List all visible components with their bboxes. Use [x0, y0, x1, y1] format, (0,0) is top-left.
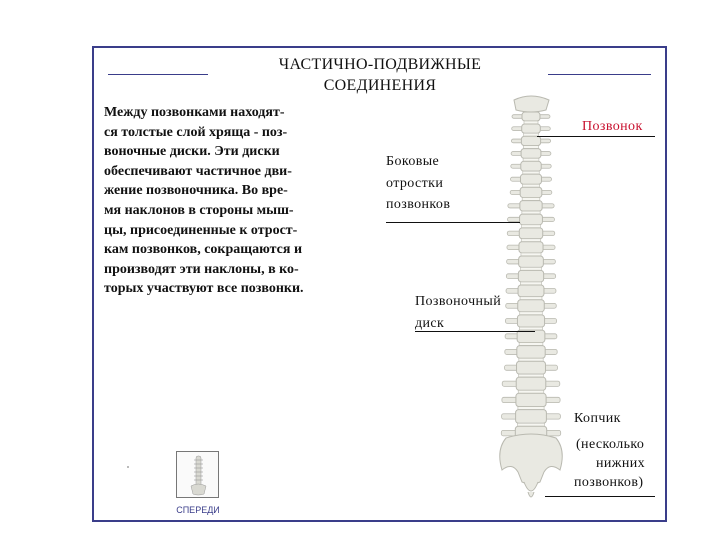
vertebra — [516, 393, 546, 406]
vertebra — [520, 174, 541, 184]
text-line: жение позвоночника. Во вре- — [104, 183, 288, 199]
speck — [127, 466, 129, 468]
label-line: Позвоночный — [415, 294, 502, 309]
title-line-2: СОЕДИНЕНИЯ — [323, 77, 437, 94]
coccyx-tip — [528, 492, 534, 497]
label-line: нижних — [596, 456, 646, 471]
vertebra — [522, 112, 540, 121]
text-line: обеспечивают частичное дви- — [104, 163, 292, 179]
vertebra — [516, 410, 547, 424]
text-line: воночные диски. Эти диски — [104, 144, 280, 160]
text-line: производят эти наклоны, в ко- — [104, 261, 299, 277]
atlas-vertebra — [514, 96, 549, 112]
label-line: позвонков) — [574, 475, 644, 490]
spine-thumbnail-svg — [177, 452, 220, 499]
label-line: диск — [415, 316, 445, 331]
label-disc — [415, 293, 501, 332]
text-line: Между позвонками находят- — [104, 105, 285, 120]
vertebra — [521, 149, 541, 159]
pointer-vertebra — [537, 136, 655, 137]
label-lateral-processes — [386, 153, 450, 213]
thumbnail-caption: СПЕРЕДИ — [176, 505, 220, 515]
label-coccyx — [574, 410, 645, 491]
vertebra — [517, 361, 546, 374]
vertebra — [522, 124, 541, 133]
text-line: торых участвуют все позвонки. — [104, 281, 304, 297]
vertebra — [516, 377, 546, 390]
vertebra — [520, 214, 543, 225]
vertebra — [519, 242, 543, 253]
pointer-lateral-processes — [386, 222, 520, 223]
label-vertebra: Позвонок — [582, 119, 643, 134]
label-line: Копчик — [574, 411, 621, 426]
vertebra — [517, 315, 544, 327]
vertebra — [517, 346, 545, 359]
title-line-1: ЧАСТИЧНО-ПОДВИЖНЫЕ — [278, 56, 482, 73]
pointer-coccyx — [545, 496, 655, 497]
vertebra — [518, 285, 544, 297]
text-line: мя наклонов в стороны мыш- — [104, 202, 294, 218]
label-line: позвонков — [386, 197, 451, 212]
pointer-disc — [415, 331, 535, 332]
text-line: цы, присоединенные к отрост- — [104, 222, 298, 238]
vertebra — [520, 201, 542, 212]
vertebra — [518, 300, 545, 312]
sacrum — [500, 434, 563, 484]
vertebra — [520, 187, 542, 197]
text-line: ся толстые слой хряща - поз- — [104, 124, 288, 140]
vertebra — [519, 228, 542, 239]
label-line: (несколько — [576, 437, 645, 452]
label-line: Боковые — [386, 154, 440, 169]
spine-thumbnail-icon — [176, 451, 219, 498]
vertebra — [521, 136, 540, 145]
vertebra — [518, 270, 543, 282]
label-line: отростки — [386, 176, 444, 191]
vertebra — [519, 256, 544, 267]
text-line: кам позвонков, сокращаются и — [104, 242, 303, 258]
coccyx — [524, 482, 538, 491]
vertebra — [521, 161, 541, 171]
